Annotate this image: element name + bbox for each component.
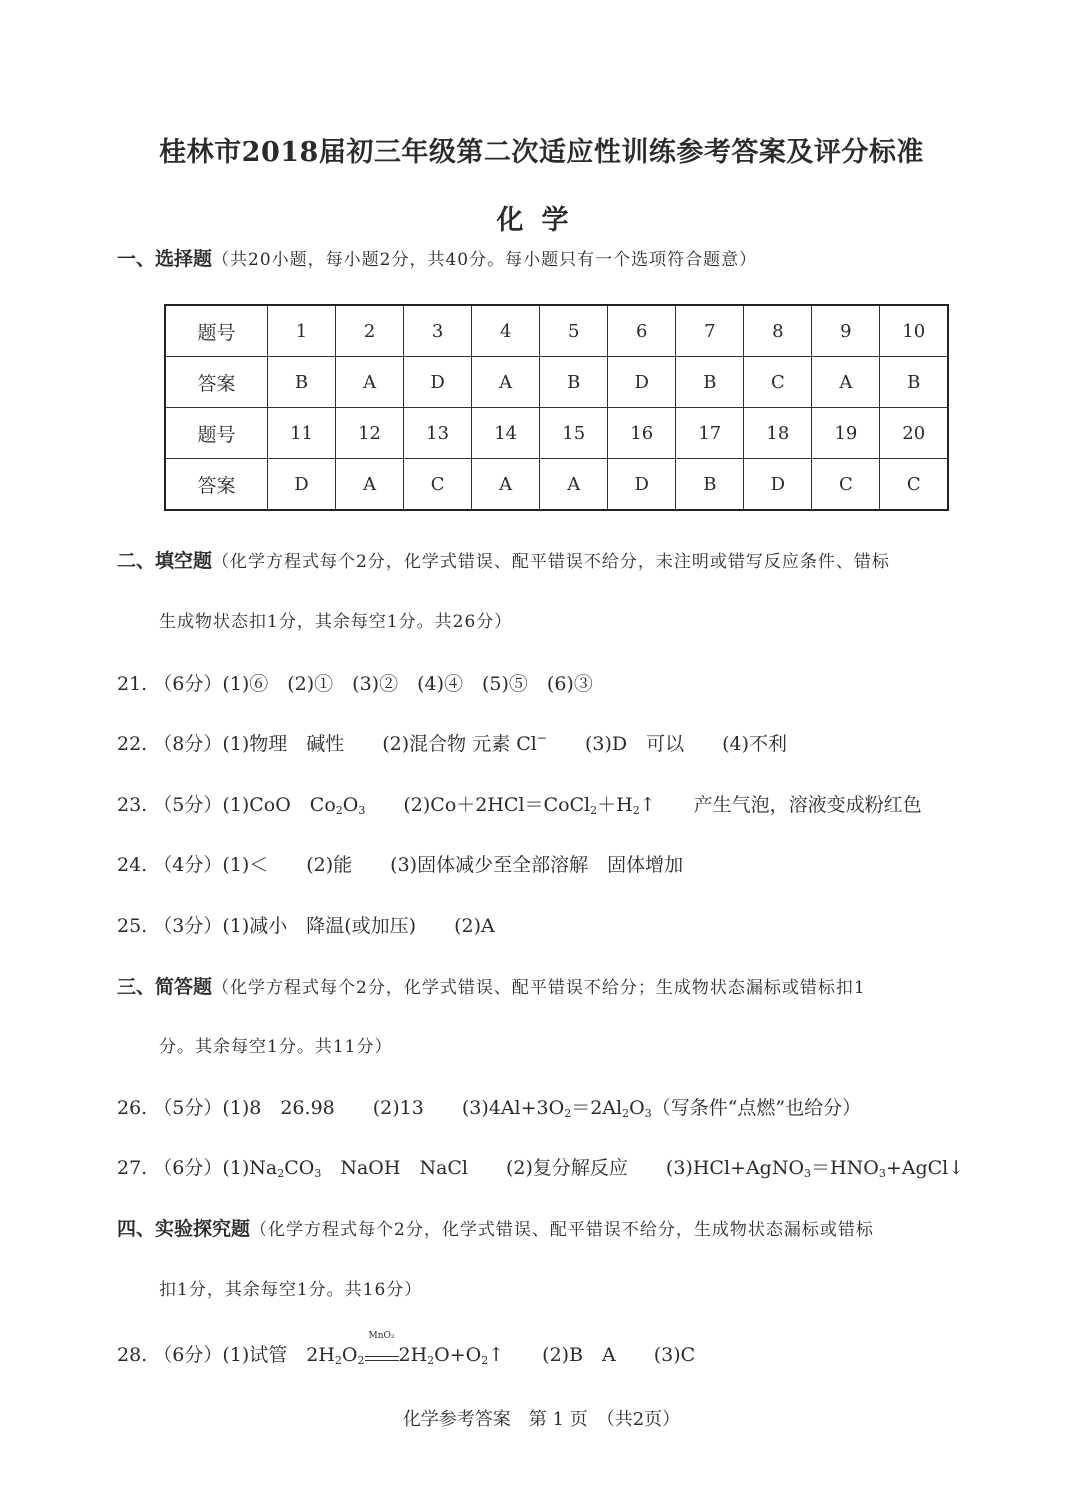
- question-number-cell: 3: [404, 305, 472, 357]
- question-number-cell: 17: [676, 408, 744, 459]
- answer-27-part-e: +AgCl↓: [885, 1157, 965, 1179]
- answer-cell: C: [404, 459, 472, 511]
- answer-28-part-d: O+O: [434, 1344, 482, 1366]
- answer-23-part-e: ↑ 产生气泡，溶液变成粉红色: [639, 794, 922, 816]
- answer-table: [164, 304, 949, 511]
- answer-cell: B: [268, 357, 336, 408]
- question-number-cell: 5: [540, 305, 608, 357]
- answer-22-part-a: 22. （8分）(1)物理 碱性 (2)混合物 元素 Cl: [117, 733, 537, 755]
- question-number-row: [165, 408, 948, 459]
- question-number-row-label: 题号: [165, 305, 268, 357]
- reaction-condition-equals: [365, 1331, 399, 1361]
- subscript: 2: [590, 804, 598, 817]
- answer-cell: A: [336, 459, 404, 511]
- section-2-heading-line: [117, 546, 890, 573]
- question-number-cell: 1: [268, 305, 336, 357]
- subscript: 2: [632, 804, 640, 817]
- answer-22-part-b: (3)D 可以 (4)不利: [546, 733, 787, 755]
- question-number-cell: 11: [268, 408, 336, 459]
- answer-28: [117, 1331, 696, 1367]
- answer-27: [117, 1153, 964, 1180]
- answer-23-part-a: 23. （5分）(1)CoO Co: [117, 794, 336, 816]
- section-3-heading-line: [117, 972, 866, 999]
- answer-28-part-a: 28. （6分）(1)试管 2H: [117, 1344, 335, 1366]
- answer-cell: A: [540, 459, 608, 511]
- answer-27-part-c: NaOH NaCl (2)复分解反应 (3)HCl+AgNO: [321, 1157, 805, 1179]
- answer-28-part-c: 2H: [398, 1344, 428, 1366]
- answer-cell: C: [880, 459, 948, 511]
- answer-cell: B: [676, 357, 744, 408]
- subscript: 3: [804, 1167, 812, 1180]
- answer-cell: C: [812, 459, 880, 511]
- section-1-heading-line: [117, 244, 757, 271]
- question-number-cell: 12: [336, 408, 404, 459]
- section-4-note-2: 扣1分，其余每空1分。共16分）: [159, 1280, 423, 1300]
- answer-25: 25. （3分）(1)减小 降温(或加压) (2)A: [117, 915, 495, 937]
- answer-row: [165, 357, 948, 408]
- section-3-title: 三、简答题: [117, 976, 213, 998]
- question-number-row-label: 题号: [165, 408, 268, 459]
- answer-26-part-d: （写条件“点燃”也给分）: [651, 1097, 862, 1119]
- question-number-row: [165, 305, 948, 357]
- answer-row: [165, 459, 948, 511]
- section-4-heading-line: [117, 1214, 874, 1241]
- answer-27-part-b: CO: [284, 1157, 315, 1179]
- answer-cell: D: [608, 459, 676, 511]
- subscript: 2: [427, 1354, 435, 1367]
- answer-26-part-c: O: [629, 1097, 645, 1119]
- answer-row-label: 答案: [165, 459, 268, 511]
- question-number-cell: 8: [744, 305, 812, 357]
- double-line-equals: [365, 1356, 399, 1361]
- question-number-cell: 14: [472, 408, 540, 459]
- subscript: 2: [335, 804, 343, 817]
- answer-24: 24. （4分）(1)＜ (2)能 (3)固体减少至全部溶解 固体增加: [117, 854, 684, 876]
- answer-cell: A: [472, 357, 540, 408]
- section-3-note-line-2: [159, 1032, 392, 1057]
- question-number-cell: 10: [880, 305, 948, 357]
- subscript: 3: [358, 804, 366, 817]
- subscript: 2: [481, 1354, 489, 1367]
- question-number-cell: 6: [608, 305, 676, 357]
- section-4-title: 四、实验探究题: [117, 1218, 251, 1240]
- chloride-charge: −: [536, 731, 547, 745]
- section-1-title: 一、选择题: [117, 248, 213, 270]
- question-number-cell: 7: [676, 305, 744, 357]
- document-title: 桂林市2018届初三年级第二次适应性训练参考答案及评分标准: [159, 137, 924, 168]
- subscript: 2: [334, 1354, 342, 1367]
- answer-27-part-a: 27. （6分）(1)Na: [117, 1157, 278, 1179]
- answer-23-part-b: O: [342, 794, 359, 816]
- question-number-cell: 13: [404, 408, 472, 459]
- answer-28-part-e: ↑ (2)B A (3)C: [488, 1344, 696, 1366]
- section-2-note-2: 生成物状态扣1分，其余每空1分。共26分）: [159, 612, 513, 632]
- answer-cell: D: [608, 357, 676, 408]
- answer-table-body: [165, 305, 948, 510]
- answer-26: [117, 1093, 861, 1120]
- answer-23-part-d: ＋H: [597, 794, 633, 816]
- answer-23-part-c: (2)Co＋2HCl＝CoCl: [365, 794, 591, 816]
- answer-cell: D: [268, 459, 336, 511]
- question-number-cell: 9: [812, 305, 880, 357]
- question-number-cell: 20: [880, 408, 948, 459]
- subscript: 2: [357, 1354, 365, 1367]
- section-4-note-1: （化学方程式每个2分，化学式错误、配平错误不给分，生成物状态漏标或错标: [250, 1220, 874, 1240]
- section-3-note-1: （化学方程式每个2分，化学式错误、配平错误不给分；生成物状态漏标或错标扣1: [212, 978, 866, 998]
- section-3-note-2: 分。其余每空1分。共11分）: [159, 1037, 393, 1057]
- section-2-note-1: （化学方程式每个2分，化学式错误、配平错误不给分，未注明或错写反应条件、错标: [212, 552, 890, 572]
- answer-cell: B: [676, 459, 744, 511]
- subscript: 3: [644, 1107, 652, 1120]
- answer-cell: A: [472, 459, 540, 511]
- subscript: 2: [622, 1107, 630, 1120]
- section-1-note: （共20小题，每小题2分，共40分。每小题只有一个选项符合题意）: [212, 250, 758, 270]
- answer-23: [117, 790, 922, 817]
- answer-26-part-b: ＝2Al: [571, 1097, 623, 1119]
- section-4-note-line-2: [159, 1275, 422, 1300]
- subject-heading: 化学: [496, 205, 587, 236]
- answer-cell: D: [744, 459, 812, 511]
- section-2-note-line-2: [159, 607, 512, 632]
- question-number-cell: 2: [336, 305, 404, 357]
- catalyst-label: MnO₂: [368, 1331, 395, 1341]
- subscript: 2: [564, 1107, 572, 1120]
- answer-28-part-b: O: [341, 1344, 358, 1366]
- answer-27-part-d: ＝HNO: [811, 1157, 879, 1179]
- subscript: 3: [314, 1167, 322, 1180]
- question-number-cell: 16: [608, 408, 676, 459]
- question-number-cell: 4: [472, 305, 540, 357]
- answer-22: [117, 729, 787, 756]
- answer-cell: D: [404, 357, 472, 408]
- question-number-cell: 18: [744, 408, 812, 459]
- answer-cell: A: [812, 357, 880, 408]
- subscript: 2: [277, 1167, 285, 1180]
- answer-26-part-a: 26. （5分）(1)8 26.98 (2)13 (3)4Al+3O: [117, 1097, 565, 1119]
- section-2-title: 二、填空题: [117, 550, 213, 572]
- answer-row-label: 答案: [165, 357, 268, 408]
- answer-cell: C: [744, 357, 812, 408]
- question-number-cell: 15: [540, 408, 608, 459]
- answer-cell: B: [880, 357, 948, 408]
- answer-21: 21. （6分）(1)⑥ (2)① (3)② (4)④ (5)⑤ (6)③: [117, 673, 593, 695]
- answer-cell: A: [336, 357, 404, 408]
- question-number-cell: 19: [812, 408, 880, 459]
- page-footer: 化学参考答案 第 1 页 （共2页）: [402, 1409, 681, 1430]
- subscript: 3: [878, 1167, 886, 1180]
- answer-cell: B: [540, 357, 608, 408]
